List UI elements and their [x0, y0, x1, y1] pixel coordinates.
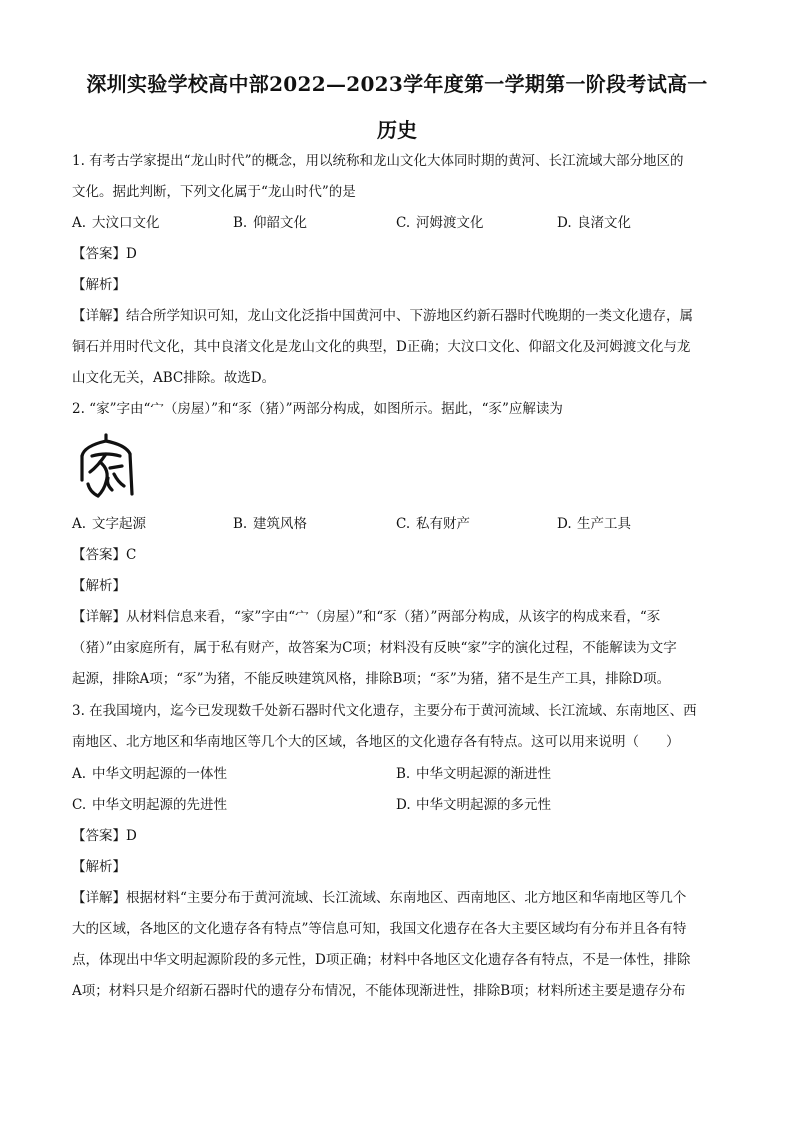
- q3-option-a-letter: A.: [72, 766, 87, 782]
- q3-answer: 【答案】D: [72, 828, 137, 844]
- q1-option-a-letter: A.: [72, 215, 87, 231]
- q1-option-c: [396, 214, 484, 232]
- q1-detail-line1: 【详解】结合所学知识可知，龙山文化泛指中国黄河中、下游地区约新石器时代晚期的一类文化遗存，属: [72, 308, 693, 324]
- q3-stem-line2: 南地区、北方地区和华南地区等几个大的区域，各地区的文化遗存各有特点。这可以用来说明（ ）: [72, 734, 680, 750]
- oracle-bone-jia-character-icon: [76, 432, 136, 502]
- q3-detail-line1: 【详解】根据材料“主要分布于黄河流域、长江流域、东南地区、西南地区、北方地区和华南地区等几个: [72, 890, 687, 906]
- q1-option-d-letter: D.: [557, 215, 572, 231]
- q2-detail-line3: 起源，排除A项；“豕”为猪，不能反映建筑风格，排除B项；“豕”为猪，猪不是生产工具，排除D项。: [72, 671, 671, 687]
- q3-detail-line2: 大的区域，各地区的文化遗存各有特点”等信息可知，我国文化遗存在各大主要区域均有分布并且各有特: [72, 921, 687, 937]
- exam-subject: 历史: [377, 118, 417, 142]
- q2-option-d-letter: D.: [557, 516, 572, 532]
- q3-analysis-label: 【解析】: [72, 859, 126, 875]
- q2-option-a: [72, 515, 146, 533]
- q1-option-a: [72, 214, 160, 232]
- q2-option-b-text: 建筑风格: [253, 516, 307, 532]
- q2-option-b-letter: B.: [233, 516, 248, 532]
- q2-option-b: [233, 515, 307, 533]
- q3-option-a: [72, 765, 227, 783]
- q2-answer: 【答案】C: [72, 547, 137, 563]
- q3-detail-line3: 点，体现出中华文明起源阶段的多元性，D项正确；材料中各地区文化遗存各有特点，不是一体性，排除: [72, 952, 691, 968]
- q2-option-d: [557, 515, 631, 533]
- q1-option-b-text: 仰韶文化: [253, 215, 307, 231]
- q1-stem-line2: 文化。据此判断，下列文化属于“龙山时代”的是: [72, 184, 356, 200]
- q1-option-b-letter: B.: [233, 215, 248, 231]
- q3-option-b: [396, 765, 551, 783]
- q2-option-c: [396, 515, 470, 533]
- q1-answer: 【答案】D: [72, 246, 137, 262]
- q2-detail-line1: 【详解】从材料信息来看，“家”字由“宀（房屋）”和“豕（猪）”两部分构成，从该字的构成来看，“豕: [72, 609, 661, 625]
- q3-option-a-text: 中华文明起源的一体性: [92, 766, 227, 782]
- q2-stem-line1: 2. “家”字由“宀（房屋）”和“豕（猪）”两部分构成，如图所示。据此，“豕”应解读为: [72, 401, 563, 417]
- q3-option-d-text: 中华文明起源的多元性: [416, 797, 551, 813]
- q3-option-b-text: 中华文明起源的渐进性: [416, 766, 551, 782]
- q2-option-a-letter: A.: [72, 516, 87, 532]
- q2-option-d-text: 生产工具: [577, 516, 631, 532]
- q2-analysis-label: 【解析】: [72, 578, 126, 594]
- q1-option-a-text: 大汶口文化: [92, 215, 160, 231]
- q2-option-c-text: 私有财产: [416, 516, 470, 532]
- q3-option-b-letter: B.: [396, 766, 411, 782]
- q2-option-c-letter: C.: [396, 516, 411, 532]
- q1-detail-line2: 铜石并用时代文化，其中良渚文化是龙山文化的典型，D正确；大汶口文化、仰韶文化及河姆渡文化与龙: [72, 339, 691, 355]
- q1-option-b: [233, 214, 307, 232]
- q2-option-a-text: 文字起源: [92, 516, 146, 532]
- q3-detail-line4: A项；材料只是介绍新石器时代的遗存分布情况，不能体现渐进性，排除B项；材料所述主要是遗存分布: [72, 983, 686, 999]
- q1-option-c-letter: C.: [396, 215, 411, 231]
- q3-option-c: [72, 796, 227, 814]
- q3-option-d: [396, 796, 551, 814]
- q1-analysis-label: 【解析】: [72, 277, 126, 293]
- q1-option-d-text: 良渚文化: [577, 215, 631, 231]
- q3-option-c-letter: C.: [72, 797, 87, 813]
- q3-option-d-letter: D.: [396, 797, 411, 813]
- q1-option-d: [557, 214, 631, 232]
- q1-option-c-text: 河姆渡文化: [416, 215, 484, 231]
- q2-detail-line2: （猪）”由家庭所有，属于私有财产，故答案为C项；材料没有反映“家”字的演化过程，不能解读为文字: [72, 640, 677, 656]
- q3-stem-line1: 3. 在我国境内，迄今已发现数千处新石器时代文化遗存，主要分布于黄河流域、长江流域、东南地区、西: [72, 703, 697, 719]
- q1-stem-line1: 1. 有考古学家提出“龙山时代”的概念，用以统称和龙山文化大体同时期的黄河、长江流域大部分地区的: [72, 153, 684, 169]
- q3-option-c-text: 中华文明起源的先进性: [92, 797, 227, 813]
- exam-title: 深圳实验学校高中部2022—2023学年度第一学期第一阶段考试高一: [86, 72, 708, 96]
- q1-detail-line3: 山文化无关，ABC排除。故选D。: [72, 370, 276, 386]
